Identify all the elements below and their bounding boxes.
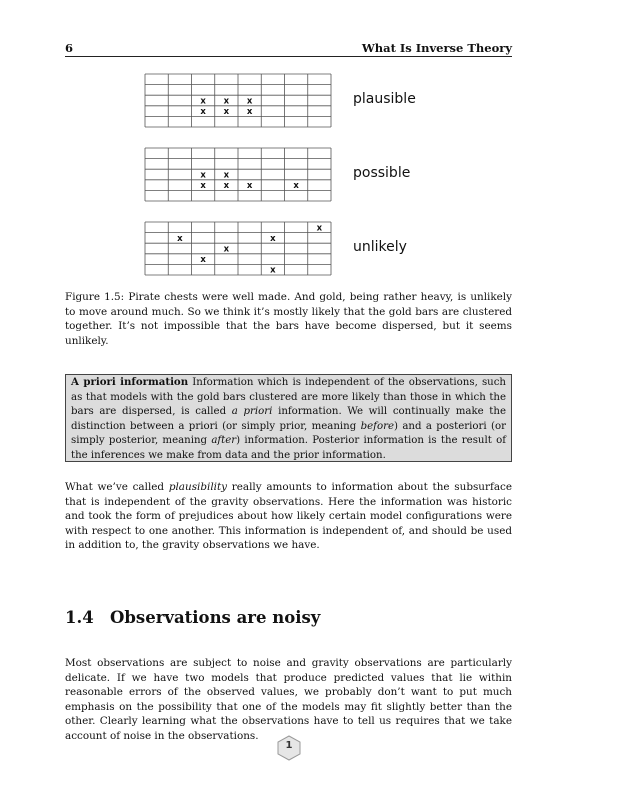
definition-box bbox=[65, 374, 512, 462]
definition-text-1: Information which is independent of the observations, such as that models with the gold bars clustered are more likely than those in which the bars are dispersed, is called bbox=[71, 377, 506, 418]
gold-bar-marker: x bbox=[270, 265, 276, 276]
gold-bar-marker: x bbox=[270, 233, 276, 244]
page-number: 6 bbox=[65, 41, 74, 55]
page-badge-number: 1 bbox=[285, 740, 293, 751]
grid-label-unlikely: unlikely bbox=[353, 239, 407, 255]
section-heading bbox=[65, 608, 512, 627]
para2-em: plausibility bbox=[168, 481, 228, 493]
para2-text-1: What we’ve called bbox=[65, 481, 169, 493]
gold-bar-marker: x bbox=[246, 107, 253, 118]
gold-bar-marker: x bbox=[200, 255, 206, 266]
grid-label-possible: possible bbox=[353, 165, 411, 181]
grid-label-plausible: plausible bbox=[353, 91, 416, 107]
definition-text-4: ) information. Posterior information is the result of the inferences we make from data and the prior information. bbox=[71, 435, 506, 461]
gold-bar-marker: x bbox=[200, 170, 206, 181]
gold-bar-marker: x bbox=[223, 244, 230, 255]
section-title: Observations are noisy bbox=[110, 608, 321, 627]
definition-term: A priori information bbox=[71, 376, 189, 388]
grid-plausible bbox=[145, 74, 331, 127]
gold-bar-marker: x bbox=[246, 96, 253, 107]
gold-bar-marker: x bbox=[200, 107, 206, 118]
gold-bar-marker: x bbox=[200, 96, 206, 107]
para2-text-2: really amounts to information about the subsurface that is independent of the gravity observations. Here the information was historic and took the form of prejudices about how likely certain model configurations were with respect to one another. This information is independent of, and should be used in addition to, the gravity observations we have. bbox=[65, 481, 512, 551]
gold-bar-marker: x bbox=[223, 170, 230, 181]
gold-bar-marker: x bbox=[223, 181, 230, 192]
paragraph-plausibility bbox=[65, 480, 512, 553]
gold-bar-marker: x bbox=[177, 233, 183, 244]
gold-bar-marker: x bbox=[223, 107, 230, 118]
gold-bar-marker: x bbox=[293, 181, 299, 192]
gold-bar-marker: x bbox=[316, 223, 323, 234]
grid-unlikely bbox=[145, 222, 331, 275]
grid-possible bbox=[145, 148, 331, 201]
gold-bar-marker: x bbox=[200, 181, 206, 192]
definition-text-2: information. We will continually make the distinction between a priori (or simply prior, meaning bbox=[71, 406, 506, 432]
definition-em-2: before bbox=[360, 420, 394, 432]
definition-em-3: after bbox=[211, 435, 237, 447]
section-number: 1.4 bbox=[65, 608, 94, 627]
header-rule bbox=[65, 56, 512, 57]
definition-text-3: ) and a posteriori (or simply posterior, meaning bbox=[71, 420, 506, 447]
paragraph-noise: Most observations are subject to noise and gravity observations are particularly delicate. If we have two models that produce predicted values that lie within reasonable errors of the observed values, we probably don’t want to put much emphasis on the possibility that one of the models may fit slightly better than the other. Clearly learning what the observations have to tell us requires that we take account of noise in the observations. bbox=[65, 657, 512, 742]
figure-caption: Figure 1.5: Pirate chests were well made. And gold, being rather heavy, is unlikely to move around much. So we think it’s mostly likely that the gold bars are clustered together. It’s not impossible that the bars have become dispersed, but it seems unlikely. bbox=[65, 291, 512, 347]
gold-bar-marker: x bbox=[246, 181, 253, 192]
gold-bar-marker: x bbox=[223, 96, 230, 107]
definition-em-1: a priori bbox=[231, 406, 273, 418]
page-badge bbox=[276, 735, 302, 761]
running-title: What Is Inverse Theory bbox=[361, 41, 512, 55]
